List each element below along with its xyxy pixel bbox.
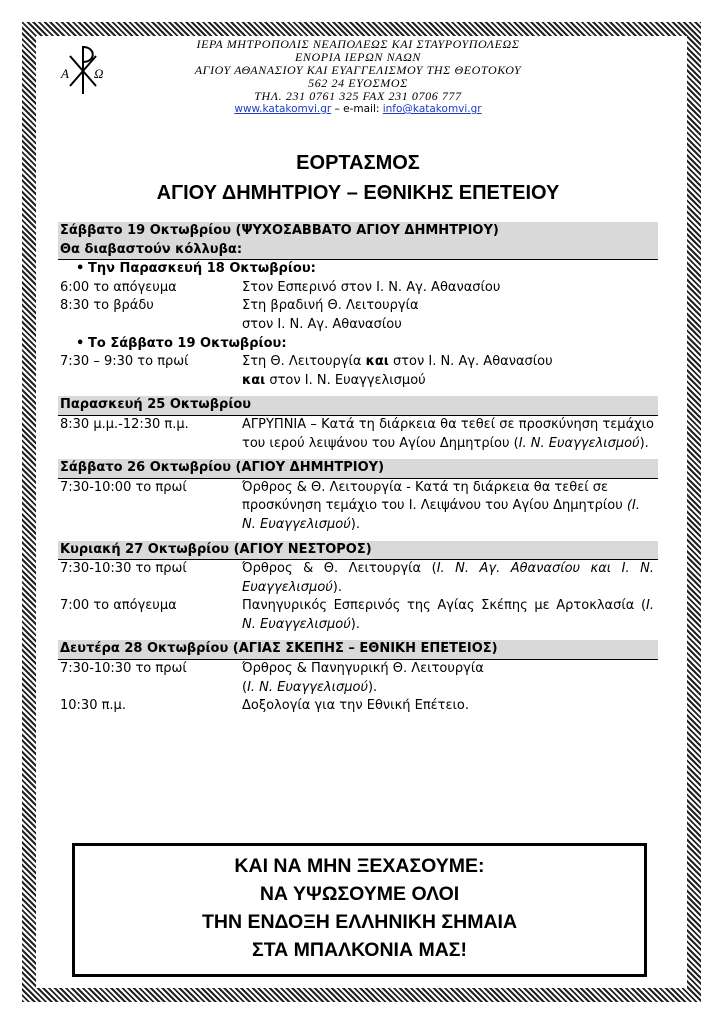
row-desc	[242, 560, 658, 597]
website-link[interactable]: www.katakomvi.gr	[234, 103, 332, 115]
church-name: Ι. Ν. Ευαγγελισμού	[242, 598, 654, 632]
schedule-row	[58, 416, 658, 453]
email-link[interactable]: info@katakomvi.gr	[382, 103, 482, 115]
row-desc-line: Όρθρος & Πανηγυρική Θ. Λειτουργία	[242, 661, 484, 677]
notice-line: ΤΗΝ ΕΝΔΟΞΗ ΕΛΛΗΝΙΚΗ ΣΗΜΑΙΑ	[201, 911, 518, 933]
churches-name: ΑΓΙΟΥ ΑΘΑΝΑΣΙΟΥ ΚΑΙ ΕΥΑΓΓΕΛΙΣΜΟΥ ΤΗΣ ΘΕΟΤΟΚΟΥ	[194, 63, 522, 77]
document-body	[58, 38, 658, 722]
text-part: Στη Θ. Λειτουργία	[242, 354, 366, 370]
section-oct-25	[58, 396, 658, 453]
row-desc	[242, 416, 658, 453]
text-bold: και	[365, 354, 389, 370]
row-time: 7:30-10:00 το πρωί	[60, 479, 187, 495]
schedule-row	[58, 353, 658, 390]
row-time: 10:30 π.μ.	[60, 698, 126, 714]
section-heading: Σάββατο 26 Οκτωβρίου (ΑΓΙΟΥ ΔΗΜΗΤΡΙΟΥ)	[58, 459, 658, 478]
text-part: στον Ι. Ν. Αγ. Αθανασίου	[388, 354, 553, 370]
church-name: Ι. Ν. Ευαγγελισμού	[247, 679, 368, 695]
row-desc-line: στον Ι. Ν. Αγ. Αθανασίου	[242, 316, 402, 332]
row-desc	[242, 297, 658, 334]
schedule-row	[58, 597, 658, 634]
schedule-row	[58, 560, 658, 597]
page-title	[58, 148, 658, 208]
row-desc: Δοξολογία για την Εθνική Επέτειο.	[242, 698, 470, 714]
contact-links	[58, 103, 658, 116]
text-bold: και	[242, 372, 266, 388]
phone-fax: ΤΗΛ. 231 0761 325 FAX 231 0706 777	[254, 89, 462, 103]
text-part: ).	[367, 679, 378, 695]
row-desc	[242, 597, 658, 634]
section-oct-19	[58, 222, 658, 390]
text-part: ).	[350, 516, 361, 532]
church-name: (Ι. Ν. Ευαγγελισμού	[242, 498, 640, 532]
notice-line: ΣΤΑ ΜΠΑΛΚΟΝΙΑ ΜΑΣ!	[252, 939, 467, 961]
metropolis-name: ΙΕΡΑ ΜΗΤΡΟΠΟΛΙΣ ΝΕΑΠΟΛΕΩΣ ΚΑΙ ΣΤΑΥΡΟΥΠΟΛΕΩΣ	[196, 37, 520, 51]
section-oct-28	[58, 640, 658, 715]
row-desc-line: Στη βραδινή Θ. Λειτουργία	[242, 298, 419, 314]
text-part: ΑΓΡΥΠΝΙΑ – Κατά τη διάρκεια θα τεθεί σε προσκύνηση τεμάχιο του ιερού λειψάνου του Αγίου Δημητρίου (	[242, 416, 654, 451]
parish-letterhead	[58, 38, 658, 138]
row-desc-line	[242, 353, 654, 372]
chi-rho-alpha-omega-icon	[58, 42, 108, 98]
text-part: στον Ι. Ν. Ευαγγελισμού	[265, 372, 426, 388]
bullet-item: • Το Σάββατο 19 Οκτωβρίου:	[58, 335, 658, 354]
schedule-row	[58, 660, 658, 697]
section-oct-26	[58, 459, 658, 534]
postal-address: 562 24 ΕΥΟΣΜΟΣ	[308, 76, 408, 90]
section-oct-27	[58, 541, 658, 635]
text-part: ).	[350, 616, 361, 632]
section-heading: Κυριακή 27 Οκτωβρίου (ΑΓΙΟΥ ΝΕΣΤΟΡΟΣ)	[58, 541, 658, 560]
section-heading: Σάββατο 19 Οκτωβρίου (ΨΥΧΟΣΑΒΒΑΤΟ ΑΓΙΟΥ ΔΗΜΗΤΡΙΟΥ)	[58, 222, 658, 241]
text-part: Όρθρος & Θ. Λειτουργία (	[242, 561, 437, 577]
logo-alpha: Α	[61, 66, 69, 81]
text-part: ).	[639, 435, 649, 451]
church-name: Ι. Ν. Ευαγγελισμού	[518, 435, 640, 451]
schedule-row	[58, 297, 658, 334]
row-time: 7:30-10:30 το πρωί	[60, 661, 187, 677]
parish-name: ΕΝΟΡΙΑ ΙΕΡΩΝ ΝΑΩΝ	[295, 50, 421, 64]
row-desc: Στον Εσπερινό στον Ι. Ν. Αγ. Αθανασίου	[242, 279, 501, 295]
email-label: – e-mail:	[331, 103, 383, 115]
row-time: 7:30 – 9:30 το πρωί	[60, 354, 189, 370]
logo-omega: Ω	[94, 66, 104, 81]
row-desc	[242, 479, 658, 535]
text-part: (	[242, 679, 248, 695]
row-time: 8:30 το βράδυ	[60, 298, 154, 314]
row-desc-line	[242, 679, 654, 698]
row-time: 7:30-10:30 το πρωί	[60, 561, 187, 577]
notice-line: ΚΑΙ ΝΑ ΜΗΝ ΞΕΧΑΣΟΥΜΕ:	[234, 855, 485, 877]
row-desc	[242, 353, 658, 390]
notice-line: ΝΑ ΥΨΩΣΟΥΜΕ ΟΛΟΙ	[259, 883, 460, 905]
schedule-row	[58, 279, 658, 298]
title-line-1: ΕΟΡΤΑΣΜΟΣ	[296, 152, 420, 174]
row-time: 7:00 το απόγευμα	[60, 598, 177, 614]
title-line-2: ΑΓΙΟΥ ΔΗΜΗΤΡΙΟΥ – ΕΘΝΙΚΗΣ ΕΠΕΤΕΙΟΥ	[156, 182, 560, 204]
text-part: ).	[332, 579, 343, 595]
schedule-row	[58, 697, 658, 716]
row-desc	[242, 660, 658, 697]
section-heading: Δευτέρα 28 Οκτωβρίου (ΑΓΙΑΣ ΣΚΕΠΗΣ – ΕΘΝΙΚΗ ΕΠΕΤΕΙΟΣ)	[58, 640, 658, 659]
row-time: 8:30 μ.μ.-12:30 π.μ.	[60, 416, 189, 432]
schedule	[58, 222, 658, 716]
text-part: Όρθρος & Θ. Λειτουργία - Κατά τη διάρκεια θα τεθεί σε προσκύνηση τεμάχιο του Ι. Λειψάνου του Αγίου Δημητρίου	[242, 479, 627, 514]
text-part: Πανηγυρικός Εσπερινός της Αγίας Σκέπης με Αρτοκλασία (	[242, 598, 647, 614]
church-name: Ι. Ν. Αγ. Αθανασίου και Ι. Ν. Ευαγγελισμού	[242, 561, 654, 595]
row-desc-line	[242, 372, 654, 391]
row-time: 6:00 το απόγευμα	[60, 279, 177, 295]
bullet-item: • Την Παρασκευή 18 Οκτωβρίου:	[58, 260, 658, 279]
section-heading: Παρασκευή 25 Οκτωβρίου	[58, 396, 658, 415]
flag-reminder-box	[72, 843, 647, 977]
section-subheading: Θα διαβαστούν κόλλυβα:	[58, 241, 658, 260]
schedule-row	[58, 479, 658, 535]
